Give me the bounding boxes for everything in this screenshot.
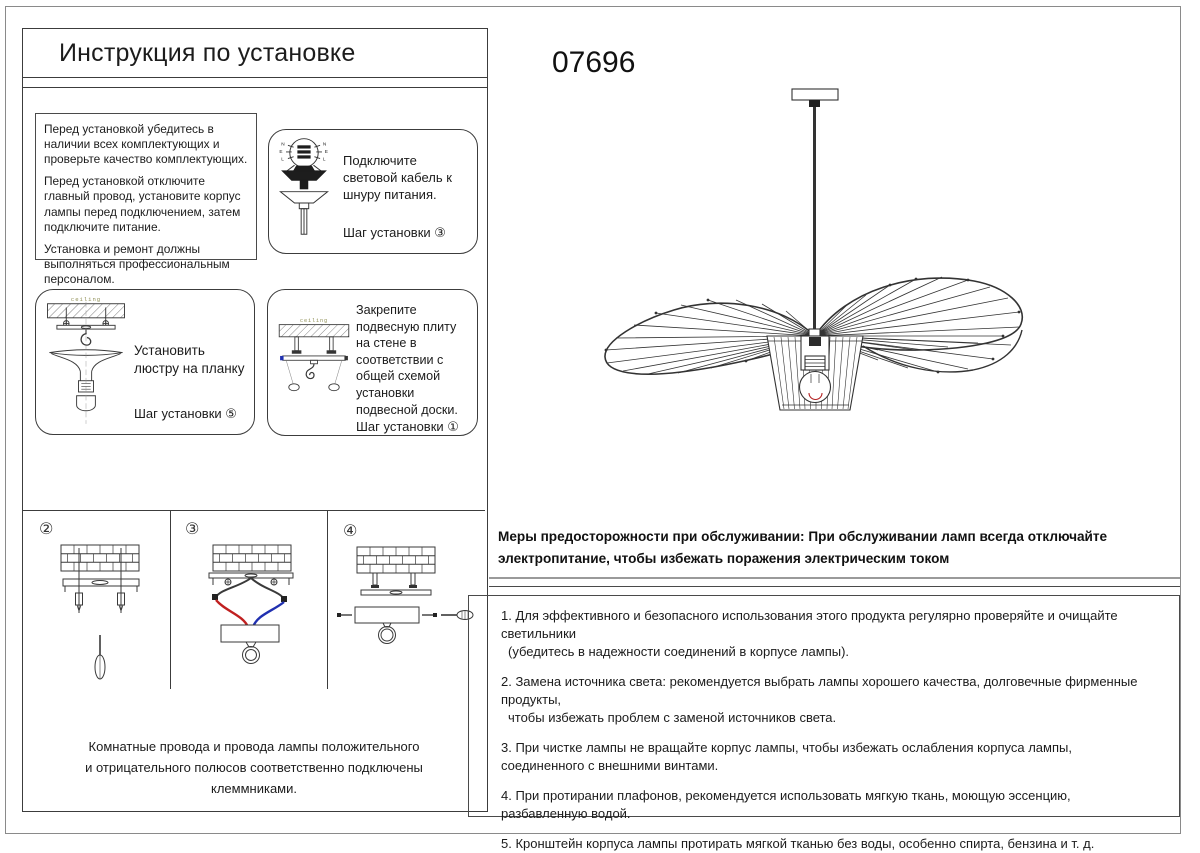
- step-mount-label: Шаг установки ⑤: [134, 405, 237, 421]
- step-plate-text: Закрепите подвесную плиту на стене в соответствии с общей схемой установки подвесной доски.: [356, 303, 458, 417]
- model-number: 07696: [552, 46, 636, 79]
- step-plate-box: [267, 289, 478, 436]
- wire-label-n: N: [281, 142, 285, 148]
- wire-label-l: L: [281, 157, 284, 163]
- wire-label-e: E: [279, 149, 283, 155]
- intro-paragraph-2: Перед установкой отключите главный провод, установите корпус лампы перед подключением, затем подключите питание.: [44, 174, 241, 234]
- wire-label-l2: L: [322, 157, 326, 163]
- intro-paragraph-3: Установка и ремонт должны выполняться профессиональным персоналом.: [44, 241, 230, 286]
- step-connect-box: [268, 129, 478, 254]
- care-instructions-box: [468, 595, 1180, 851]
- steps-divider: [23, 510, 485, 511]
- panel-2-diagram: [41, 543, 161, 693]
- step-connect-label: Шаг установки ③: [343, 224, 446, 240]
- ceiling-label: ceiling: [70, 295, 102, 303]
- terminal-note: Комнатные провода и провода лампы положительного и отрицательного полюсов соответственно подключены клеммниками.: [85, 739, 423, 796]
- care-item-5: 5. Кронштейн корпуса лампы протирать мягкой тканью без воды, особенно спирта, бензина и т. д.: [501, 836, 1095, 851]
- care-item-1: 1. Для эффективного и безопасного использования этого продукта регулярно проверяйте и очищайте светильники (убедитесь в надежности соединений в корпусе лампы).: [501, 608, 1118, 659]
- panel-2-number: ②: [39, 521, 54, 538]
- panel-4-diagram: [335, 545, 480, 655]
- intro-warning-box: [35, 113, 257, 286]
- step-plate-label: Шаг установки ①: [356, 419, 459, 435]
- divider-thin: [489, 586, 1180, 587]
- step-mount-text: Установить люстру на планку: [134, 343, 245, 376]
- panel-3-diagram: [195, 543, 310, 673]
- ceiling-label: ceiling: [300, 318, 328, 325]
- care-item-2: 2. Замена источника света: рекомендуется выбрать лампы хорошего качества, долговечные фирменные продукты, чтобы избежать проблем с заменой источников света.: [501, 674, 1138, 725]
- divider-thick: [489, 577, 1180, 579]
- safety-note: Меры предосторожности при обслуживании: При обслуживании ламп всегда отключайте электропитание, чтобы избежать поражения электрическим током: [498, 529, 1108, 567]
- intro-paragraph-1: Перед установкой убедитесь в наличии всех комплектующих и проверьте качество комплектующих.: [44, 122, 248, 167]
- cell-divider-2: [327, 511, 328, 689]
- care-item-3: 3. При чистке лампы не вращайте корпус лампы, чтобы избежать ослабления корпуса лампы, соединенного с внешними винтами.: [501, 740, 1072, 773]
- wire-label-n2: N: [322, 142, 327, 148]
- panel-4-number: ④: [343, 523, 358, 540]
- title-underline: [23, 78, 487, 88]
- cell-divider-1: [170, 511, 171, 689]
- care-item-4: 4. При протирании плафонов, рекомендуется использовать мягкую ткань, моющую эссенцию, разбавленную водой.: [501, 788, 1071, 821]
- page-title: Инструкция по установке: [23, 29, 487, 78]
- step-mount-box: [35, 289, 255, 435]
- wire-connection-diagram: [269, 130, 339, 242]
- pendant-lamp-drawing: [578, 84, 1053, 449]
- wire-label-e2: E: [324, 149, 328, 155]
- hanging-plate-diagram: [274, 314, 354, 417]
- ceiling-mount-diagram: [40, 294, 132, 428]
- left-panel: [22, 28, 488, 812]
- step-connect-text: Подключите световой кабель к шнуру питания.: [343, 153, 452, 203]
- panel-3-number: ③: [185, 521, 200, 538]
